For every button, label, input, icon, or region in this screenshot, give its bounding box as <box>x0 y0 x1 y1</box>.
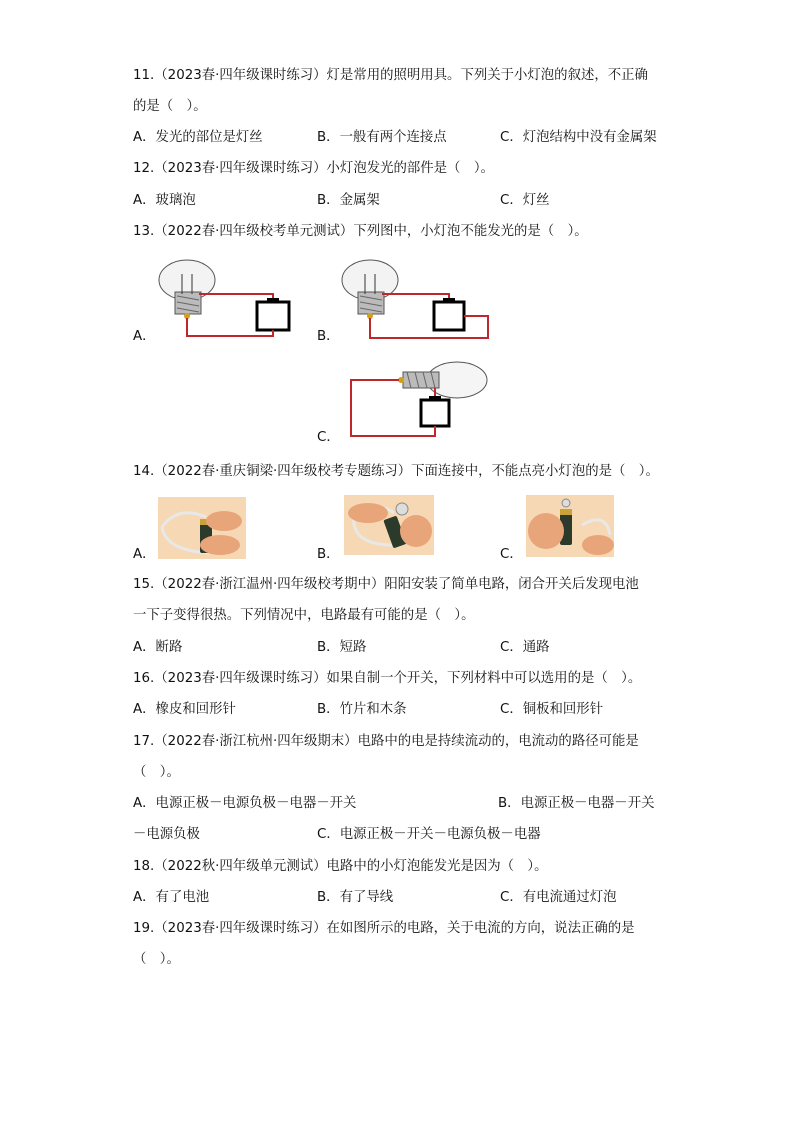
q13-option-c[interactable]: C． <box>317 430 340 445</box>
circuit-c-svg <box>345 360 495 442</box>
photo-c-svg <box>526 495 614 557</box>
q14-photo-b[interactable] <box>344 495 434 555</box>
q14-option-a[interactable]: A． <box>133 547 156 562</box>
q18-option-a[interactable]: A．有了电池 <box>133 890 210 905</box>
q15-line-1: 15.（2022春·浙江温州·四年级校考期中）阳阳安装了简单电路，闭合开关后发现电池 <box>133 577 639 592</box>
q12-line-1: 12.（2023春·四年级课时练习）小灯泡发光的部件是（ ）。 <box>133 161 494 176</box>
q16-option-b[interactable]: B．竹片和木条 <box>317 702 407 717</box>
q11-line-1: 11.（2023春·四年级课时练习）灯是常用的照明用具。下列关于小灯泡的叙述，不正确 <box>133 68 648 83</box>
q17-option-c[interactable]: C．电源正极－开关－电源负极－电器 <box>317 827 541 842</box>
q15-option-c[interactable]: C．通路 <box>500 640 550 655</box>
q18-option-b[interactable]: B．有了导线 <box>317 890 394 905</box>
q17-option-b-continued[interactable]: －电源负极 <box>133 827 200 842</box>
q15-line-2: 一下子变得很热。下列情况中，电路最有可能的是（ ）。 <box>133 608 475 623</box>
q17-option-b[interactable]: B．电源正极－电器－开关 <box>498 796 655 811</box>
q18-line-1: 18.（2022秋·四年级单元测试）电路中的小灯泡能发光是因为（ ）。 <box>133 859 548 874</box>
q14-photo-c[interactable] <box>526 495 614 557</box>
q18-option-c[interactable]: C．有电流通过灯泡 <box>500 890 617 905</box>
q14-option-c[interactable]: C． <box>500 547 523 562</box>
q15-option-a[interactable]: A．断路 <box>133 640 183 655</box>
q16-option-c[interactable]: C．铜板和回形针 <box>500 702 604 717</box>
q12-option-a[interactable]: A．玻璃泡 <box>133 193 196 208</box>
q13-circuit-a-figure[interactable] <box>155 258 295 342</box>
q13-line-1: 13.（2022春·四年级校考单元测试）下列图中，小灯泡不能发光的是（ ）。 <box>133 224 588 239</box>
q11-option-b[interactable]: B．一般有两个连接点 <box>317 130 447 145</box>
q17-option-a[interactable]: A．电源正极－电源负极－电器－开关 <box>133 796 357 811</box>
q14-line-1: 14.（2022春·重庆铜梁·四年级校考专题练习）下面连接中，不能点亮小灯泡的是（ ）。 <box>133 464 659 479</box>
q13-option-b[interactable]: B． <box>317 329 340 344</box>
q17-line-1: 17.（2022春·浙江杭州·四年级期末）电路中的电是持续流动的，电流动的路径可能是 <box>133 734 639 749</box>
q19-line-2: （ ）。 <box>133 952 180 967</box>
q11-option-c[interactable]: C．灯泡结构中没有金属架 <box>500 130 657 145</box>
photo-b-svg <box>344 495 434 555</box>
q17-line-2: （ ）。 <box>133 765 180 780</box>
q11-line-2: 的是（ ）。 <box>133 99 207 114</box>
q15-option-b[interactable]: B．短路 <box>317 640 367 655</box>
q16-line-1: 16.（2023春·四年级课时练习）如果自制一个开关，下列材料中可以选用的是（ ）。 <box>133 671 642 686</box>
q14-photo-a[interactable] <box>158 497 246 559</box>
q12-option-c[interactable]: C．灯丝 <box>500 193 550 208</box>
q13-circuit-b-figure[interactable] <box>338 258 493 342</box>
q12-option-b[interactable]: B．金属架 <box>317 193 380 208</box>
circuit-b-svg <box>338 258 493 342</box>
circuit-a-svg <box>155 258 295 342</box>
q13-option-a[interactable]: A． <box>133 329 156 344</box>
q19-line-1: 19.（2023春·四年级课时练习）在如图所示的电路，关于电流的方向，说法正确的是 <box>133 921 635 936</box>
photo-a-svg <box>158 497 246 559</box>
q16-option-a[interactable]: A．橡皮和回形针 <box>133 702 236 717</box>
q11-option-a[interactable]: A．发光的部位是灯丝 <box>133 130 263 145</box>
q14-option-b[interactable]: B． <box>317 547 340 562</box>
q13-circuit-c-figure[interactable] <box>345 360 495 442</box>
